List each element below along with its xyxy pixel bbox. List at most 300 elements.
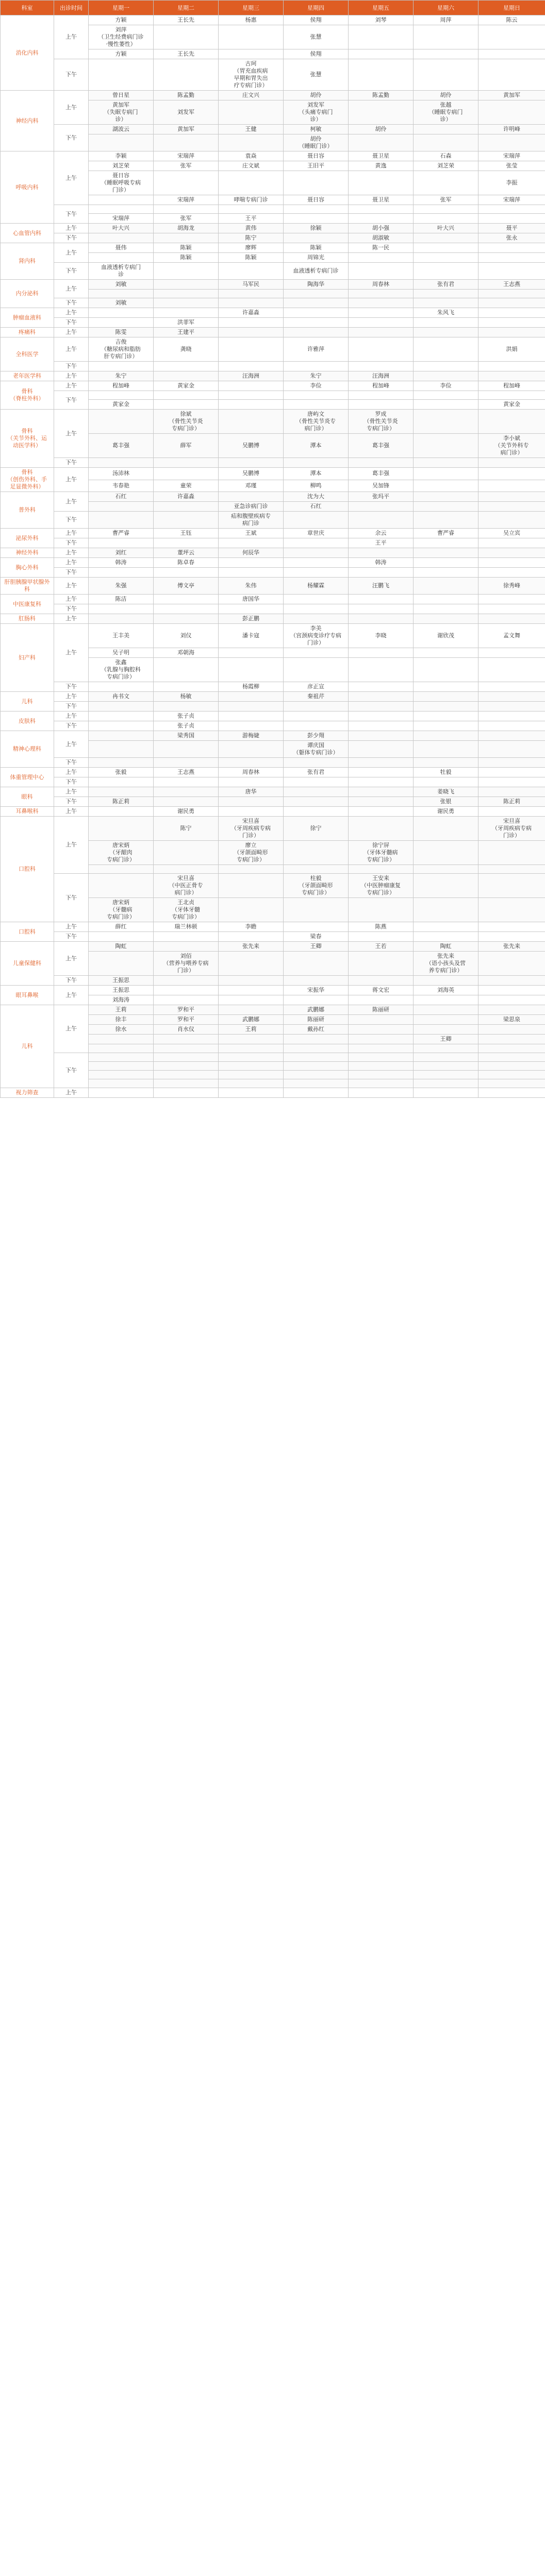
doctor-cell: [478, 648, 545, 658]
doctor-cell: 吴鹏博: [219, 468, 284, 480]
doctor-cell: [414, 721, 478, 731]
department-name: 耳鼻喉科: [1, 807, 54, 817]
doctor-cell: [349, 25, 414, 49]
doctor-cell: [414, 480, 478, 492]
schedule-row: [1, 233, 545, 243]
doctor-cell: [478, 458, 545, 468]
doctor-cell: 程加峰: [349, 381, 414, 391]
doctor-cell: [478, 768, 545, 777]
doctor-cell: 唐宋炳 （牙髓病 专病门诊）: [89, 898, 154, 922]
doctor-cell: 廖立 （牙颌面畸形 专病门诊）: [219, 841, 284, 865]
doctor-cell: 王丰美: [89, 624, 154, 648]
doctor-cell: [349, 995, 414, 1005]
department-name: 体重管理中心: [1, 768, 54, 787]
doctor-cell: 王平: [219, 214, 284, 224]
session-period: 上午: [54, 692, 89, 702]
doctor-cell: [349, 298, 414, 308]
doctor-cell: [414, 492, 478, 502]
department-name: 普外科: [1, 492, 54, 529]
doctor-cell: [219, 558, 284, 568]
doctor-cell: 陈云: [478, 15, 545, 25]
doctor-cell: [478, 100, 545, 125]
doctor-cell: [154, 59, 219, 91]
session-period: 上午: [54, 151, 89, 205]
doctor-cell: [154, 865, 219, 874]
doctor-cell: [349, 932, 414, 942]
doctor-cell: [154, 604, 219, 614]
schedule-row: [1, 702, 545, 711]
doctor-cell: 汤沛林: [89, 468, 154, 480]
doctor-cell: 吉俊 （糖尿病和脂肪 肝专病门诊）: [89, 337, 154, 362]
doctor-cell: [219, 952, 284, 976]
doctor-cell: 黄家金: [478, 400, 545, 410]
doctor-cell: [414, 932, 478, 942]
doctor-cell: 陶虹: [89, 942, 154, 952]
schedule-row: [1, 151, 545, 161]
doctor-cell: [349, 337, 414, 362]
doctor-cell: [414, 558, 478, 568]
doctor-cell: 彭正鹏: [219, 614, 284, 624]
doctor-cell: [284, 548, 349, 558]
department-name: 泌尿外科: [1, 529, 54, 548]
doctor-cell: [478, 410, 545, 434]
header-dept: 科室: [1, 1, 54, 15]
doctor-cell: [349, 328, 414, 337]
doctor-cell: [219, 1071, 284, 1079]
doctor-cell: 哮喘专病门诊: [219, 195, 284, 205]
doctor-cell: 吴立宾: [478, 529, 545, 538]
doctor-cell: [349, 741, 414, 758]
doctor-cell: 疝和腹壁疾病专 病门诊: [219, 512, 284, 529]
doctor-cell: [89, 614, 154, 624]
header-friday: 星期五: [349, 1, 414, 15]
doctor-cell: 陶海华: [284, 280, 349, 290]
schedule-row: [1, 308, 545, 318]
doctor-cell: [284, 702, 349, 711]
doctor-cell: 戴孙红: [284, 1025, 349, 1035]
schedule-row: [1, 976, 545, 986]
doctor-cell: [414, 1079, 478, 1088]
doctor-cell: 武鹏娜: [219, 1015, 284, 1025]
doctor-cell: [89, 502, 154, 512]
doctor-cell: [478, 59, 545, 91]
doctor-cell: [349, 290, 414, 298]
doctor-cell: 徐宁: [284, 817, 349, 841]
doctor-cell: [154, 702, 219, 711]
doctor-cell: 廖辉: [219, 243, 284, 253]
doctor-cell: 陈一民: [349, 243, 414, 253]
doctor-cell: [284, 797, 349, 807]
session-period: 上午: [54, 308, 89, 318]
session-period: 下午: [54, 682, 89, 692]
doctor-cell: [349, 1053, 414, 1062]
doctor-cell: 刘仪: [154, 624, 219, 648]
doctor-cell: [414, 391, 478, 400]
department-name: 视力筛查: [1, 1088, 54, 1098]
doctor-cell: [478, 205, 545, 214]
doctor-cell: [89, 682, 154, 692]
doctor-cell: [478, 502, 545, 512]
doctor-cell: 徐宁屏 （牙体牙髓病 专病门诊）: [349, 841, 414, 865]
doctor-cell: 薛军: [154, 434, 219, 458]
doctor-cell: 罗和平: [154, 1005, 219, 1015]
doctor-cell: [219, 898, 284, 922]
doctor-cell: [349, 400, 414, 410]
doctor-cell: [89, 318, 154, 328]
doctor-cell: [478, 682, 545, 692]
doctor-cell: 黄家金: [154, 381, 219, 391]
schedule-row: [1, 874, 545, 898]
doctor-cell: 聂日容 （睡眠呼吸专病 门诊）: [89, 171, 154, 195]
session-period: 下午: [54, 568, 89, 578]
schedule-table: [0, 0, 545, 1098]
doctor-cell: 聂卫星: [349, 151, 414, 161]
doctor-cell: [414, 595, 478, 604]
doctor-cell: [478, 49, 545, 59]
schedule-row: [1, 578, 545, 595]
doctor-cell: 胡伶: [414, 91, 478, 100]
doctor-cell: [414, 337, 478, 362]
doctor-cell: 唐宋炳 （牙龈肉 专病门诊）: [89, 841, 154, 865]
doctor-cell: [219, 658, 284, 682]
doctor-cell: [414, 682, 478, 692]
department-name: 儿科: [1, 1005, 54, 1088]
doctor-cell: 葛丰强: [349, 434, 414, 458]
doctor-cell: [154, 976, 219, 986]
doctor-cell: [219, 538, 284, 548]
doctor-cell: [349, 548, 414, 558]
doctor-cell: [478, 898, 545, 922]
doctor-cell: [154, 1062, 219, 1071]
doctor-cell: [89, 1088, 154, 1098]
doctor-cell: 谢欣茂: [414, 624, 478, 648]
doctor-cell: [154, 468, 219, 480]
session-period: 上午: [54, 942, 89, 976]
doctor-cell: [154, 741, 219, 758]
doctor-cell: [89, 777, 154, 787]
doctor-cell: 周春林: [219, 768, 284, 777]
doctor-cell: [414, 692, 478, 702]
doctor-cell: 余云: [349, 529, 414, 538]
doctor-cell: 王北贞 （牙体牙髓 专病门诊）: [154, 898, 219, 922]
doctor-cell: [89, 721, 154, 731]
doctor-cell: [154, 1071, 219, 1079]
doctor-cell: [89, 932, 154, 942]
doctor-cell: [414, 731, 478, 741]
doctor-cell: 沈为大: [284, 492, 349, 502]
doctor-cell: [154, 362, 219, 371]
doctor-cell: [89, 308, 154, 318]
doctor-cell: [478, 807, 545, 817]
doctor-cell: 陈颖: [154, 253, 219, 263]
doctor-cell: [414, 214, 478, 224]
doctor-cell: [414, 1088, 478, 1098]
doctor-cell: 胡海龙: [154, 224, 219, 233]
schedule-row: [1, 777, 545, 787]
doctor-cell: 王若: [349, 942, 414, 952]
schedule-row: [1, 692, 545, 702]
doctor-cell: 宋瑞萍: [478, 151, 545, 161]
doctor-cell: 张慧: [284, 25, 349, 49]
doctor-cell: [219, 741, 284, 758]
doctor-cell: 葛丰强: [349, 468, 414, 480]
doctor-cell: [89, 952, 154, 976]
session-period: 下午: [54, 362, 89, 371]
doctor-cell: [154, 263, 219, 280]
doctor-cell: [478, 328, 545, 337]
doctor-cell: [219, 777, 284, 787]
doctor-cell: [478, 558, 545, 568]
schedule-row: [1, 371, 545, 381]
doctor-cell: 庄文兴: [219, 91, 284, 100]
doctor-cell: [349, 952, 414, 976]
doctor-cell: [414, 49, 478, 59]
doctor-cell: 蒋文宏: [349, 986, 414, 995]
doctor-cell: [478, 1035, 545, 1044]
schedule-row: [1, 410, 545, 434]
doctor-cell: 童荣: [154, 480, 219, 492]
doctor-cell: 陶虹: [414, 942, 478, 952]
doctor-cell: 肖水仪: [154, 1025, 219, 1035]
doctor-cell: 血液透析专病门 诊: [89, 263, 154, 280]
session-period: 下午: [54, 233, 89, 243]
session-period: 上午: [54, 922, 89, 932]
doctor-cell: [478, 1079, 545, 1088]
header-tuesday: 星期二: [154, 1, 219, 15]
doctor-cell: 汪海洲: [219, 371, 284, 381]
schedule-row: [1, 721, 545, 731]
doctor-cell: 刘敏: [89, 280, 154, 290]
schedule-row: [1, 529, 545, 538]
doctor-cell: 张有君: [414, 280, 478, 290]
doctor-cell: [349, 682, 414, 692]
doctor-cell: 朱伟: [219, 578, 284, 595]
doctor-cell: [414, 400, 478, 410]
doctor-cell: [89, 362, 154, 371]
doctor-cell: 湖波云: [89, 125, 154, 134]
doctor-cell: 宋旦喜 （中医正骨专 病门诊）: [154, 874, 219, 898]
doctor-cell: [414, 604, 478, 614]
doctor-cell: [219, 702, 284, 711]
doctor-cell: 张军: [154, 161, 219, 171]
doctor-cell: 陈颖: [154, 243, 219, 253]
doctor-cell: [349, 1062, 414, 1071]
doctor-cell: [414, 1005, 478, 1015]
doctor-cell: 王卿: [284, 942, 349, 952]
doctor-cell: 刘发军: [154, 100, 219, 125]
schedule-row: [1, 468, 545, 480]
doctor-cell: 王莉: [89, 1005, 154, 1015]
doctor-cell: 张莹: [478, 161, 545, 171]
doctor-cell: 谭庆国 （躯体专病门诊）: [284, 741, 349, 758]
doctor-cell: [284, 233, 349, 243]
doctor-cell: [349, 658, 414, 682]
session-period: 上午: [54, 558, 89, 568]
doctor-cell: 周锦光: [284, 253, 349, 263]
doctor-cell: [89, 874, 154, 898]
doctor-cell: [219, 692, 284, 702]
doctor-cell: [414, 841, 478, 865]
doctor-cell: [154, 371, 219, 381]
doctor-cell: 陈颖: [284, 243, 349, 253]
doctor-cell: [349, 214, 414, 224]
doctor-cell: [284, 568, 349, 578]
doctor-cell: [478, 391, 545, 400]
doctor-cell: [284, 1062, 349, 1071]
doctor-cell: [154, 841, 219, 865]
doctor-cell: 陈燕: [349, 922, 414, 932]
session-period: 上午: [54, 578, 89, 595]
session-period: 上午: [54, 328, 89, 337]
doctor-cell: 潭本: [284, 468, 349, 480]
doctor-cell: 亚急诊病门诊: [219, 502, 284, 512]
schedule-row: [1, 512, 545, 529]
doctor-cell: [284, 807, 349, 817]
doctor-cell: [219, 874, 284, 898]
doctor-cell: [89, 290, 154, 298]
doctor-cell: [154, 290, 219, 298]
doctor-cell: 冉书文: [89, 692, 154, 702]
doctor-cell: [154, 1088, 219, 1098]
doctor-cell: 刘发军 （头痛专病门 诊）: [284, 100, 349, 125]
doctor-cell: [414, 410, 478, 434]
doctor-cell: 谢民勇: [154, 807, 219, 817]
doctor-cell: [478, 362, 545, 371]
doctor-cell: 洪娟: [478, 337, 545, 362]
doctor-cell: [219, 400, 284, 410]
doctor-cell: [284, 952, 349, 976]
doctor-cell: 方颖: [89, 15, 154, 25]
doctor-cell: [154, 538, 219, 548]
doctor-cell: [478, 787, 545, 797]
doctor-cell: 宋瑞萍: [154, 195, 219, 205]
doctor-cell: [349, 1044, 414, 1053]
doctor-cell: [284, 458, 349, 468]
doctor-cell: 王建平: [154, 328, 219, 337]
department-name: 疼痛科: [1, 328, 54, 337]
doctor-cell: [154, 502, 219, 512]
doctor-cell: [154, 682, 219, 692]
doctor-cell: [219, 1035, 284, 1044]
doctor-cell: [219, 976, 284, 986]
doctor-cell: [349, 308, 414, 318]
doctor-cell: [89, 731, 154, 741]
doctor-cell: [414, 205, 478, 214]
department-name: 神经外科: [1, 548, 54, 558]
doctor-cell: 袁焱: [219, 151, 284, 161]
doctor-cell: [414, 865, 478, 874]
doctor-cell: 吴子明: [89, 648, 154, 658]
doctor-cell: 姜晓飞: [414, 787, 478, 797]
schedule-row: [1, 243, 545, 253]
doctor-cell: 牡毅: [414, 768, 478, 777]
doctor-cell: 曾日星: [89, 91, 154, 100]
doctor-cell: [284, 400, 349, 410]
doctor-cell: [284, 558, 349, 568]
session-period: 上午: [54, 371, 89, 381]
doctor-cell: [349, 702, 414, 711]
doctor-cell: 陈孟勤: [154, 91, 219, 100]
doctor-cell: 柯敏: [284, 125, 349, 134]
doctor-cell: [478, 604, 545, 614]
doctor-cell: [349, 807, 414, 817]
doctor-cell: [349, 1088, 414, 1098]
doctor-cell: 朱风飞: [414, 308, 478, 318]
doctor-cell: [219, 318, 284, 328]
doctor-cell: [349, 502, 414, 512]
session-period: 下午: [54, 976, 89, 986]
doctor-cell: [284, 1071, 349, 1079]
doctor-cell: 邓瑾: [219, 480, 284, 492]
doctor-cell: [349, 865, 414, 874]
schedule-row: [1, 807, 545, 817]
doctor-cell: 罗成 （骨性关节炎 专病门诊）: [349, 410, 414, 434]
doctor-cell: 方颖: [89, 49, 154, 59]
doctor-cell: [284, 318, 349, 328]
doctor-cell: 陈正莉: [478, 797, 545, 807]
doctor-cell: 朱宁: [89, 371, 154, 381]
doctor-cell: 马军民: [219, 280, 284, 290]
doctor-cell: [478, 548, 545, 558]
doctor-cell: [219, 410, 284, 434]
doctor-cell: [284, 1044, 349, 1053]
doctor-cell: [154, 391, 219, 400]
department-name: 口腔科: [1, 922, 54, 942]
doctor-cell: [414, 233, 478, 243]
schedule-row: [1, 337, 545, 362]
doctor-cell: [284, 298, 349, 308]
doctor-cell: 王志燕: [154, 768, 219, 777]
session-period: 下午: [54, 721, 89, 731]
doctor-cell: [219, 492, 284, 502]
doctor-cell: 秦祖芹: [284, 692, 349, 702]
header-saturday: 星期六: [414, 1, 478, 15]
session-period: 上午: [54, 624, 89, 682]
doctor-cell: 唐屿文 （骨性关节炎专 病门诊）: [284, 410, 349, 434]
doctor-cell: [284, 214, 349, 224]
doctor-cell: [478, 214, 545, 224]
doctor-cell: 杨耀霖: [284, 578, 349, 595]
doctor-cell: [349, 1035, 414, 1044]
doctor-cell: 聂平: [478, 224, 545, 233]
doctor-cell: [284, 758, 349, 768]
doctor-cell: [89, 1044, 154, 1053]
doctor-cell: [154, 308, 219, 318]
doctor-cell: [478, 538, 545, 548]
doctor-cell: 张先来: [219, 942, 284, 952]
doctor-cell: 刘琴: [349, 15, 414, 25]
session-period: 下午: [54, 458, 89, 468]
doctor-cell: [349, 253, 414, 263]
doctor-cell: 宋瑞萍: [89, 214, 154, 224]
doctor-cell: 邓朝海: [154, 648, 219, 658]
doctor-cell: [349, 777, 414, 787]
doctor-cell: [219, 1044, 284, 1053]
doctor-cell: [284, 787, 349, 797]
doctor-cell: [219, 758, 284, 768]
schedule-row: [1, 986, 545, 995]
doctor-cell: 张永: [478, 233, 545, 243]
doctor-cell: [154, 1053, 219, 1062]
schedule-row: [1, 1088, 545, 1098]
doctor-cell: [89, 702, 154, 711]
doctor-cell: [414, 468, 478, 480]
doctor-cell: [414, 25, 478, 49]
doctor-cell: [219, 205, 284, 214]
department-name: 口腔科: [1, 817, 54, 922]
doctor-cell: [414, 263, 478, 280]
department-name: 呼吸内科: [1, 151, 54, 224]
